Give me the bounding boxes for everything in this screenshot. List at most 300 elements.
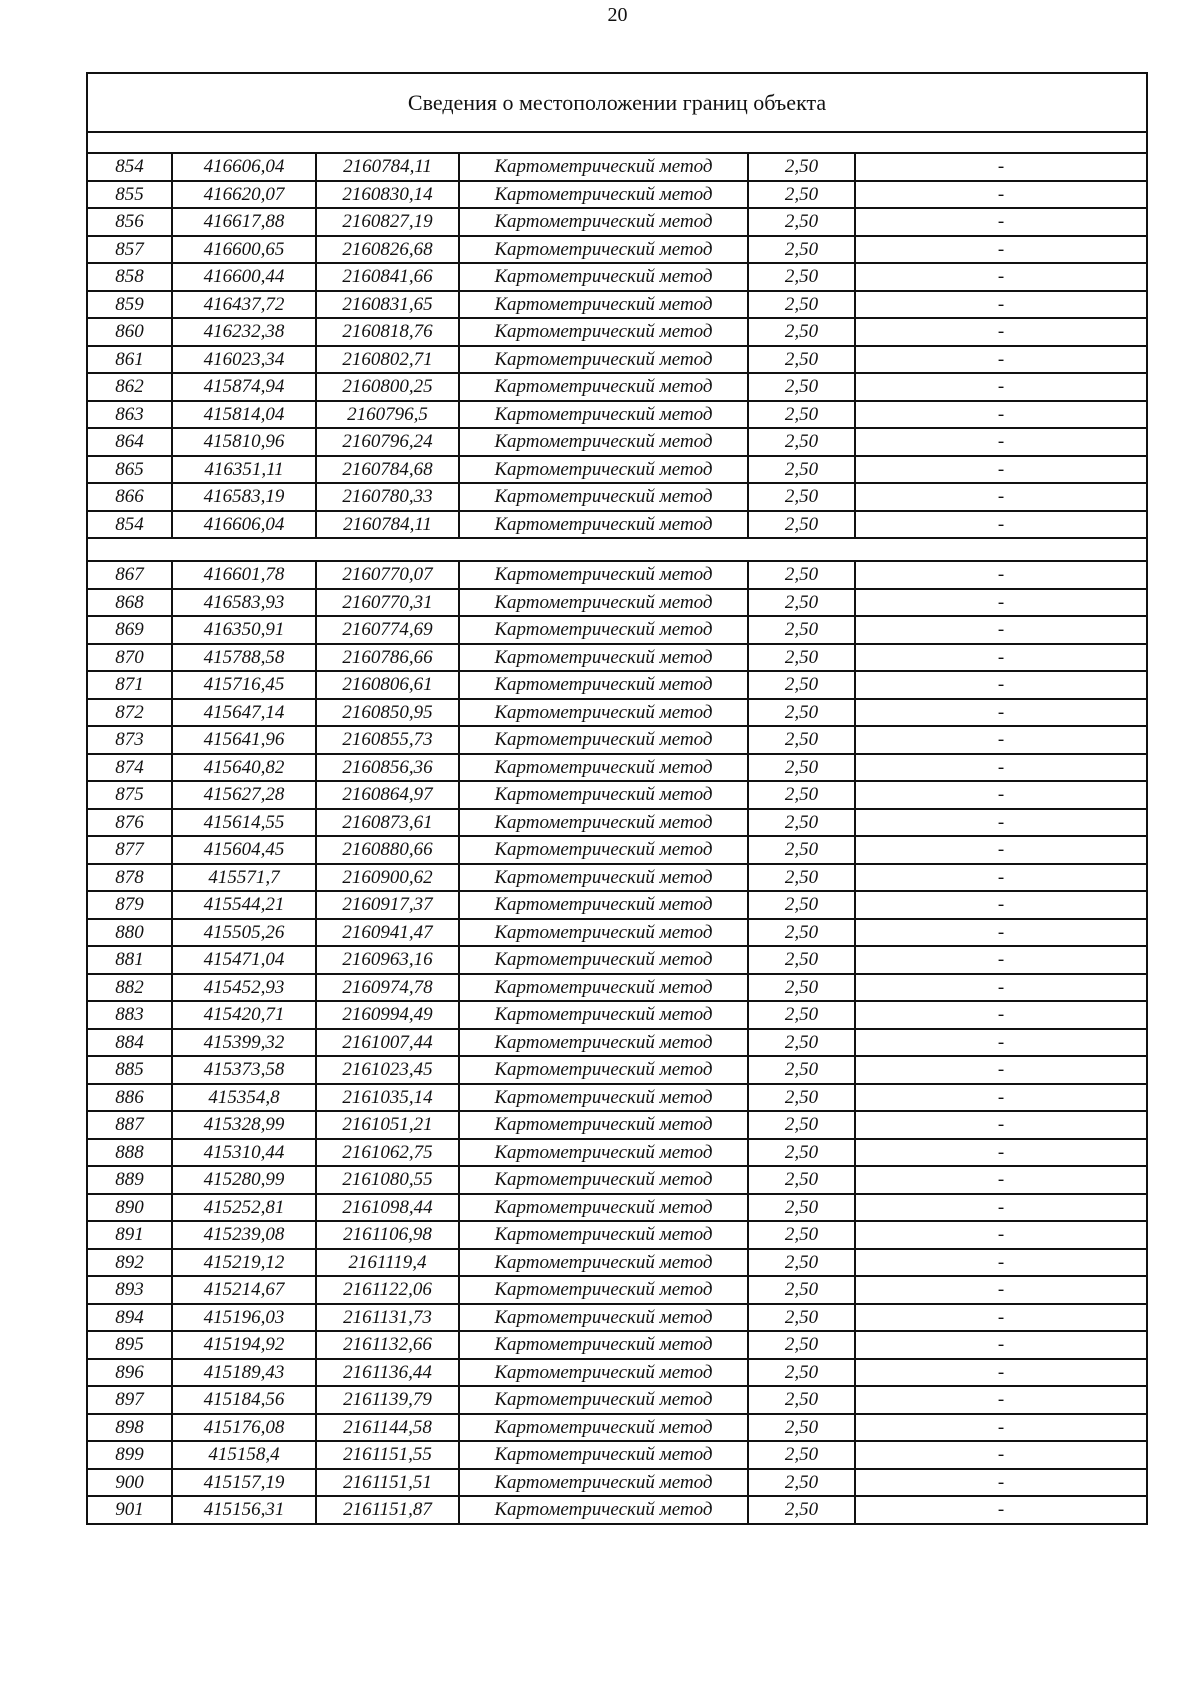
description-cell: -: [855, 1139, 1147, 1167]
coord-y-cell: 2160784,11: [316, 511, 459, 539]
coord-x-cell: 416600,44: [172, 263, 316, 291]
point-number-cell: 863: [87, 401, 172, 429]
method-cell: Картометрический метод: [459, 1249, 748, 1277]
coord-x-cell: 415214,67: [172, 1276, 316, 1304]
point-number-cell: 869: [87, 616, 172, 644]
accuracy-cell: 2,50: [748, 1304, 855, 1332]
point-number-cell: 899: [87, 1441, 172, 1469]
method-cell: Картометрический метод: [459, 561, 748, 589]
point-number-cell: 891: [87, 1221, 172, 1249]
spacer-cell: [87, 538, 1147, 561]
accuracy-cell: 2,50: [748, 401, 855, 429]
description-cell: -: [855, 1194, 1147, 1222]
coord-y-cell: 2161132,66: [316, 1331, 459, 1359]
point-number-cell: 854: [87, 153, 172, 181]
accuracy-cell: 2,50: [748, 1001, 855, 1029]
table-row: [87, 754, 1147, 782]
accuracy-cell: 2,50: [748, 726, 855, 754]
coord-x-cell: 416023,34: [172, 346, 316, 374]
accuracy-cell: 2,50: [748, 1386, 855, 1414]
coord-x-cell: 415614,55: [172, 809, 316, 837]
accuracy-cell: 2,50: [748, 1469, 855, 1497]
point-number-cell: 883: [87, 1001, 172, 1029]
accuracy-cell: 2,50: [748, 754, 855, 782]
coord-y-cell: 2160963,16: [316, 946, 459, 974]
table-row: [87, 616, 1147, 644]
coord-y-cell: 2161106,98: [316, 1221, 459, 1249]
method-cell: Картометрический метод: [459, 1166, 748, 1194]
description-cell: -: [855, 1001, 1147, 1029]
description-cell: -: [855, 809, 1147, 837]
point-number-cell: 895: [87, 1331, 172, 1359]
point-number-cell: 886: [87, 1084, 172, 1112]
table-row: [87, 644, 1147, 672]
coord-y-cell: 2160864,97: [316, 781, 459, 809]
point-number-cell: 866: [87, 483, 172, 511]
accuracy-cell: 2,50: [748, 373, 855, 401]
table-row: [87, 1001, 1147, 1029]
coord-x-cell: 416617,88: [172, 208, 316, 236]
description-cell: -: [855, 456, 1147, 484]
boundary-table: [86, 72, 1148, 1525]
table-row: [87, 208, 1147, 236]
method-cell: Картометрический метод: [459, 699, 748, 727]
table-row: [87, 456, 1147, 484]
description-cell: -: [855, 401, 1147, 429]
coord-y-cell: 2160800,25: [316, 373, 459, 401]
point-number-cell: 864: [87, 428, 172, 456]
table-row: [87, 891, 1147, 919]
table-row: [87, 511, 1147, 539]
coord-x-cell: 415194,92: [172, 1331, 316, 1359]
coord-y-cell: 2160774,69: [316, 616, 459, 644]
description-cell: -: [855, 208, 1147, 236]
spacer-row: [87, 132, 1147, 153]
coord-y-cell: 2161035,14: [316, 1084, 459, 1112]
coord-y-cell: 2160796,5: [316, 401, 459, 429]
method-cell: Картометрический метод: [459, 726, 748, 754]
accuracy-cell: 2,50: [748, 946, 855, 974]
point-number-cell: 879: [87, 891, 172, 919]
point-number-cell: 874: [87, 754, 172, 782]
page-number: 20: [607, 4, 628, 26]
point-number-cell: 880: [87, 919, 172, 947]
description-cell: -: [855, 754, 1147, 782]
description-cell: -: [855, 726, 1147, 754]
coord-y-cell: 2160786,66: [316, 644, 459, 672]
point-number-cell: 890: [87, 1194, 172, 1222]
method-cell: Картометрический метод: [459, 1359, 748, 1387]
accuracy-cell: 2,50: [748, 1331, 855, 1359]
method-cell: Картометрический метод: [459, 1084, 748, 1112]
accuracy-cell: 2,50: [748, 1414, 855, 1442]
point-number-cell: 861: [87, 346, 172, 374]
coord-x-cell: 415373,58: [172, 1056, 316, 1084]
point-number-cell: 896: [87, 1359, 172, 1387]
coord-y-cell: 2160917,37: [316, 891, 459, 919]
description-cell: -: [855, 671, 1147, 699]
table-row: [87, 1084, 1147, 1112]
coord-y-cell: 2160830,14: [316, 181, 459, 209]
table-row: [87, 1469, 1147, 1497]
coord-x-cell: 415571,7: [172, 864, 316, 892]
point-number-cell: 873: [87, 726, 172, 754]
coord-y-cell: 2161007,44: [316, 1029, 459, 1057]
coord-x-cell: 415176,08: [172, 1414, 316, 1442]
coord-x-cell: 415239,08: [172, 1221, 316, 1249]
coord-x-cell: 415874,94: [172, 373, 316, 401]
coord-y-cell: 2160784,11: [316, 153, 459, 181]
point-number-cell: 877: [87, 836, 172, 864]
method-cell: Картометрический метод: [459, 1139, 748, 1167]
accuracy-cell: 2,50: [748, 1111, 855, 1139]
point-number-cell: 858: [87, 263, 172, 291]
method-cell: Картометрический метод: [459, 236, 748, 264]
description-cell: -: [855, 1469, 1147, 1497]
method-cell: Картометрический метод: [459, 1001, 748, 1029]
accuracy-cell: 2,50: [748, 1194, 855, 1222]
description-cell: -: [855, 153, 1147, 181]
description-cell: -: [855, 946, 1147, 974]
method-cell: Картометрический метод: [459, 1496, 748, 1524]
table-row: [87, 726, 1147, 754]
description-cell: -: [855, 589, 1147, 617]
accuracy-cell: 2,50: [748, 561, 855, 589]
coord-y-cell: 2160994,49: [316, 1001, 459, 1029]
point-number-cell: 867: [87, 561, 172, 589]
coord-y-cell: 2160826,68: [316, 236, 459, 264]
table-row: [87, 974, 1147, 1002]
table-row: [87, 946, 1147, 974]
table-row: [87, 291, 1147, 319]
table-row: [87, 428, 1147, 456]
table-row: [87, 589, 1147, 617]
description-cell: -: [855, 511, 1147, 539]
coord-y-cell: 2160827,19: [316, 208, 459, 236]
coord-x-cell: 416606,04: [172, 153, 316, 181]
coord-x-cell: 415280,99: [172, 1166, 316, 1194]
point-number-cell: 892: [87, 1249, 172, 1277]
accuracy-cell: 2,50: [748, 781, 855, 809]
coord-x-cell: 416600,65: [172, 236, 316, 264]
point-number-cell: 888: [87, 1139, 172, 1167]
boundary-table-body: [87, 73, 1147, 1524]
coord-y-cell: 2160831,65: [316, 291, 459, 319]
coord-x-cell: 415640,82: [172, 754, 316, 782]
method-cell: Картометрический метод: [459, 919, 748, 947]
accuracy-cell: 2,50: [748, 1056, 855, 1084]
coord-y-cell: 2160770,31: [316, 589, 459, 617]
table-row: [87, 1249, 1147, 1277]
coord-x-cell: 415252,81: [172, 1194, 316, 1222]
table-row: [87, 181, 1147, 209]
coord-y-cell: 2161122,06: [316, 1276, 459, 1304]
coord-x-cell: 416583,19: [172, 483, 316, 511]
description-cell: -: [855, 864, 1147, 892]
method-cell: Картометрический метод: [459, 616, 748, 644]
coord-x-cell: 415627,28: [172, 781, 316, 809]
coord-y-cell: 2161062,75: [316, 1139, 459, 1167]
table-row: [87, 1441, 1147, 1469]
description-cell: -: [855, 1111, 1147, 1139]
point-number-cell: 860: [87, 318, 172, 346]
coord-x-cell: 416601,78: [172, 561, 316, 589]
method-cell: Картометрический метод: [459, 809, 748, 837]
accuracy-cell: 2,50: [748, 153, 855, 181]
coord-x-cell: 416232,38: [172, 318, 316, 346]
coord-y-cell: 2160880,66: [316, 836, 459, 864]
table-row: [87, 373, 1147, 401]
table-row: [87, 1331, 1147, 1359]
table-title: Сведения о местоположении границ объекта: [87, 73, 1147, 132]
table-row: [87, 781, 1147, 809]
description-cell: -: [855, 1221, 1147, 1249]
coord-y-cell: 2161136,44: [316, 1359, 459, 1387]
coord-y-cell: 2160802,71: [316, 346, 459, 374]
accuracy-cell: 2,50: [748, 1166, 855, 1194]
coord-x-cell: 415452,93: [172, 974, 316, 1002]
point-number-cell: 882: [87, 974, 172, 1002]
method-cell: Картометрический метод: [459, 373, 748, 401]
accuracy-cell: 2,50: [748, 809, 855, 837]
description-cell: -: [855, 1249, 1147, 1277]
method-cell: Картометрический метод: [459, 1276, 748, 1304]
point-number-cell: 898: [87, 1414, 172, 1442]
point-number-cell: 876: [87, 809, 172, 837]
coord-y-cell: 2160806,61: [316, 671, 459, 699]
description-cell: -: [855, 1056, 1147, 1084]
accuracy-cell: 2,50: [748, 589, 855, 617]
description-cell: -: [855, 373, 1147, 401]
coord-y-cell: 2160850,95: [316, 699, 459, 727]
description-cell: -: [855, 974, 1147, 1002]
description-cell: -: [855, 699, 1147, 727]
coord-x-cell: 416583,93: [172, 589, 316, 617]
coord-x-cell: 416350,91: [172, 616, 316, 644]
point-number-cell: 881: [87, 946, 172, 974]
coord-x-cell: 415641,96: [172, 726, 316, 754]
table-row: [87, 1139, 1147, 1167]
coord-y-cell: 2161151,51: [316, 1469, 459, 1497]
table-row: [87, 1414, 1147, 1442]
method-cell: Картометрический метод: [459, 1056, 748, 1084]
point-number-cell: 862: [87, 373, 172, 401]
description-cell: -: [855, 1331, 1147, 1359]
description-cell: -: [855, 836, 1147, 864]
point-number-cell: 871: [87, 671, 172, 699]
point-number-cell: 878: [87, 864, 172, 892]
description-cell: -: [855, 1414, 1147, 1442]
description-cell: -: [855, 561, 1147, 589]
point-number-cell: 854: [87, 511, 172, 539]
table-row: [87, 318, 1147, 346]
table-row: [87, 1276, 1147, 1304]
description-cell: -: [855, 1276, 1147, 1304]
description-cell: -: [855, 616, 1147, 644]
table-row: [87, 1496, 1147, 1524]
coord-x-cell: 415354,8: [172, 1084, 316, 1112]
description-cell: -: [855, 1084, 1147, 1112]
coord-x-cell: 415544,21: [172, 891, 316, 919]
table-row: [87, 919, 1147, 947]
method-cell: Картометрический метод: [459, 318, 748, 346]
point-number-cell: 865: [87, 456, 172, 484]
coord-y-cell: 2161080,55: [316, 1166, 459, 1194]
coord-y-cell: 2161144,58: [316, 1414, 459, 1442]
spacer-cell: [87, 132, 1147, 153]
coord-x-cell: 416620,07: [172, 181, 316, 209]
accuracy-cell: 2,50: [748, 891, 855, 919]
method-cell: Картометрический метод: [459, 483, 748, 511]
description-cell: -: [855, 919, 1147, 947]
coord-x-cell: 415399,32: [172, 1029, 316, 1057]
coord-x-cell: 415810,96: [172, 428, 316, 456]
accuracy-cell: 2,50: [748, 1084, 855, 1112]
description-cell: -: [855, 1359, 1147, 1387]
coord-y-cell: 2161119,4: [316, 1249, 459, 1277]
point-number-cell: 856: [87, 208, 172, 236]
table-row: [87, 671, 1147, 699]
accuracy-cell: 2,50: [748, 181, 855, 209]
coord-x-cell: 415219,12: [172, 1249, 316, 1277]
method-cell: Картометрический метод: [459, 589, 748, 617]
table-row: [87, 864, 1147, 892]
table-row: [87, 401, 1147, 429]
table-row: [87, 1221, 1147, 1249]
accuracy-cell: 2,50: [748, 511, 855, 539]
coord-y-cell: 2161139,79: [316, 1386, 459, 1414]
point-number-cell: 901: [87, 1496, 172, 1524]
description-cell: -: [855, 483, 1147, 511]
method-cell: Картометрический метод: [459, 836, 748, 864]
description-cell: -: [855, 263, 1147, 291]
spacer-row: [87, 538, 1147, 561]
method-cell: Картометрический метод: [459, 208, 748, 236]
description-cell: -: [855, 428, 1147, 456]
table-row: [87, 346, 1147, 374]
point-number-cell: 893: [87, 1276, 172, 1304]
accuracy-cell: 2,50: [748, 291, 855, 319]
table-row: [87, 561, 1147, 589]
method-cell: Картометрический метод: [459, 946, 748, 974]
coord-x-cell: 415647,14: [172, 699, 316, 727]
point-number-cell: 894: [87, 1304, 172, 1332]
point-number-cell: 870: [87, 644, 172, 672]
accuracy-cell: 2,50: [748, 236, 855, 264]
table-row: [87, 1056, 1147, 1084]
coord-x-cell: 416437,72: [172, 291, 316, 319]
point-number-cell: 889: [87, 1166, 172, 1194]
coord-y-cell: 2160856,36: [316, 754, 459, 782]
point-number-cell: 855: [87, 181, 172, 209]
table-row: [87, 153, 1147, 181]
method-cell: Картометрический метод: [459, 1331, 748, 1359]
coord-x-cell: 415716,45: [172, 671, 316, 699]
point-number-cell: 885: [87, 1056, 172, 1084]
coord-x-cell: 415158,4: [172, 1441, 316, 1469]
title-row: [87, 73, 1147, 132]
method-cell: Картометрический метод: [459, 1469, 748, 1497]
description-cell: -: [855, 1029, 1147, 1057]
method-cell: Картометрический метод: [459, 1414, 748, 1442]
coord-x-cell: 415157,19: [172, 1469, 316, 1497]
description-cell: -: [855, 891, 1147, 919]
method-cell: Картометрический метод: [459, 1221, 748, 1249]
coord-x-cell: 415505,26: [172, 919, 316, 947]
coord-y-cell: 2160941,47: [316, 919, 459, 947]
table-row: [87, 699, 1147, 727]
accuracy-cell: 2,50: [748, 616, 855, 644]
coord-y-cell: 2160855,73: [316, 726, 459, 754]
table-row: [87, 1166, 1147, 1194]
accuracy-cell: 2,50: [748, 1496, 855, 1524]
table-row: [87, 836, 1147, 864]
coord-y-cell: 2161023,45: [316, 1056, 459, 1084]
method-cell: Картометрический метод: [459, 671, 748, 699]
method-cell: Картометрический метод: [459, 644, 748, 672]
description-cell: -: [855, 1496, 1147, 1524]
description-cell: -: [855, 1386, 1147, 1414]
coord-x-cell: 415328,99: [172, 1111, 316, 1139]
description-cell: -: [855, 644, 1147, 672]
accuracy-cell: 2,50: [748, 263, 855, 291]
coord-y-cell: 2161151,87: [316, 1496, 459, 1524]
accuracy-cell: 2,50: [748, 1221, 855, 1249]
method-cell: Картометрический метод: [459, 1386, 748, 1414]
coord-y-cell: 2160770,07: [316, 561, 459, 589]
coord-y-cell: 2160796,24: [316, 428, 459, 456]
accuracy-cell: 2,50: [748, 836, 855, 864]
accuracy-cell: 2,50: [748, 1276, 855, 1304]
coord-y-cell: 2160780,33: [316, 483, 459, 511]
description-cell: -: [855, 291, 1147, 319]
coord-x-cell: 415471,04: [172, 946, 316, 974]
description-cell: -: [855, 1304, 1147, 1332]
table-row: [87, 809, 1147, 837]
accuracy-cell: 2,50: [748, 346, 855, 374]
coord-x-cell: 415156,31: [172, 1496, 316, 1524]
table-row: [87, 1029, 1147, 1057]
description-cell: -: [855, 181, 1147, 209]
point-number-cell: 872: [87, 699, 172, 727]
table-row: [87, 236, 1147, 264]
accuracy-cell: 2,50: [748, 1139, 855, 1167]
coord-x-cell: 415310,44: [172, 1139, 316, 1167]
coord-x-cell: 415420,71: [172, 1001, 316, 1029]
method-cell: Картометрический метод: [459, 781, 748, 809]
accuracy-cell: 2,50: [748, 699, 855, 727]
coord-x-cell: 415788,58: [172, 644, 316, 672]
coord-x-cell: 415189,43: [172, 1359, 316, 1387]
method-cell: Картометрический метод: [459, 754, 748, 782]
method-cell: Картометрический метод: [459, 1441, 748, 1469]
method-cell: Картометрический метод: [459, 1029, 748, 1057]
coord-y-cell: 2161131,73: [316, 1304, 459, 1332]
accuracy-cell: 2,50: [748, 208, 855, 236]
method-cell: Картометрический метод: [459, 456, 748, 484]
coord-y-cell: 2160818,76: [316, 318, 459, 346]
accuracy-cell: 2,50: [748, 1359, 855, 1387]
method-cell: Картометрический метод: [459, 891, 748, 919]
method-cell: Картометрический метод: [459, 1304, 748, 1332]
point-number-cell: 859: [87, 291, 172, 319]
accuracy-cell: 2,50: [748, 1249, 855, 1277]
coord-x-cell: 415814,04: [172, 401, 316, 429]
table-row: [87, 1194, 1147, 1222]
table-row: [87, 1304, 1147, 1332]
accuracy-cell: 2,50: [748, 428, 855, 456]
accuracy-cell: 2,50: [748, 318, 855, 346]
